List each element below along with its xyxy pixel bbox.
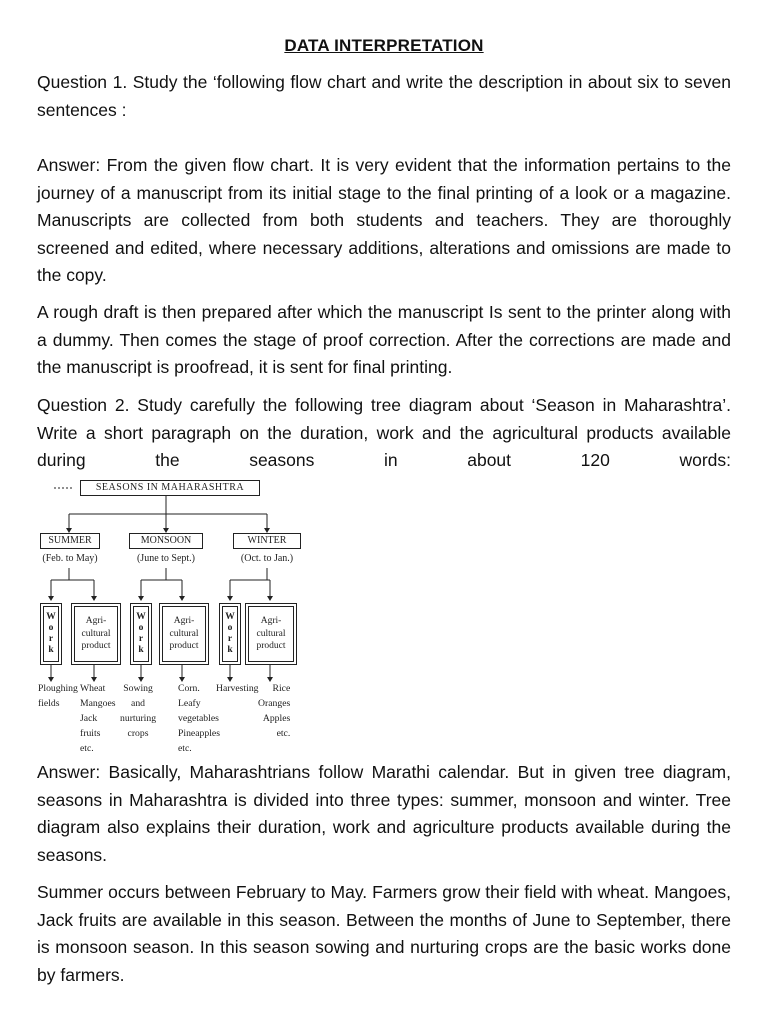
season-node-monsoon: MONSOON [129, 533, 203, 549]
answer-2-paragraph-1: Answer: Basically, Maharashtrians follow Marathi calendar. But in given tree diagram, seasons in Maharashtra is divided into three types: summer, monsoon and winter. Tree diagram also explains their duration, work and agriculture products available during the seasons. [37, 762, 731, 865]
question-2: Question 2. Study carefully the following tree diagram about ‘Season in Maharashtra’. Write a short paragraph on the duration, work and the agricultural products available during the seasons in about 120 words: [37, 395, 731, 470]
leaf-monsoon-products: Corn. Leafy vegetables Pineapples etc. [178, 683, 220, 754]
leaf-summer-work: Ploughing fields [38, 683, 78, 709]
work-box-winter: W o r k [222, 606, 238, 662]
answer-2-paragraph-2: Summer occurs between February to May. Farmers grow their field with wheat. Mangoes, Jack fruits are available in this season. Between the months of June to September, there is monsoon season. In this season sowing and nurturing crops are the basic works done by farmers. [37, 882, 731, 985]
leaf-summer-products: Wheat Mangoes Jack fruits etc. [80, 683, 116, 754]
tree-root-node: SEASONS IN MAHARASHTRA [80, 480, 260, 496]
season-node-winter: WINTER [233, 533, 301, 549]
product-box-summer: Agri- cultural product [74, 606, 118, 662]
answer-1-paragraph-2: A rough draft is then prepared after which the manuscript Is sent to the printer along with a dummy. Then comes the stage of proof correction. After the corrections are made and the manuscript is proofread, it is sent for final printing. [37, 302, 731, 377]
season-duration-winter: (Oct. to Jan.) [240, 553, 294, 564]
leaf-monsoon-work: Sowing and nurturing crops [120, 683, 157, 739]
product-box-winter: Agri- cultural product [248, 606, 294, 662]
work-box-monsoon: W o r k [133, 606, 149, 662]
season-node-summer: SUMMER [40, 533, 100, 549]
question-1: Question 1. Study the ‘following flow chart and write the description in about six to seven sentences : [37, 72, 731, 120]
leaf-winter-work: Harvesting [216, 683, 259, 694]
answer-1-paragraph-1: Answer: From the given flow chart. It is very evident that the information pertains to the journey of a manuscript from its initial stage to the final printing of a look or a magazine. Manuscripts are collected from both students and teachers. They are thoroughly screened and edited, where necessary additions, alterations and omissions are made to the copy. [37, 155, 731, 285]
season-duration-summer: (Feb. to May) [42, 553, 98, 564]
page-title: DATA INTERPRETATION [284, 36, 484, 55]
product-box-monsoon: Agri- cultural product [162, 606, 206, 662]
leaf-winter-products: Rice Oranges Apples etc. [258, 683, 291, 739]
seasons-tree-diagram [34, 476, 334, 758]
work-box-summer: W o r k [43, 606, 59, 662]
season-duration-monsoon: (June to Sept.) [136, 553, 196, 564]
